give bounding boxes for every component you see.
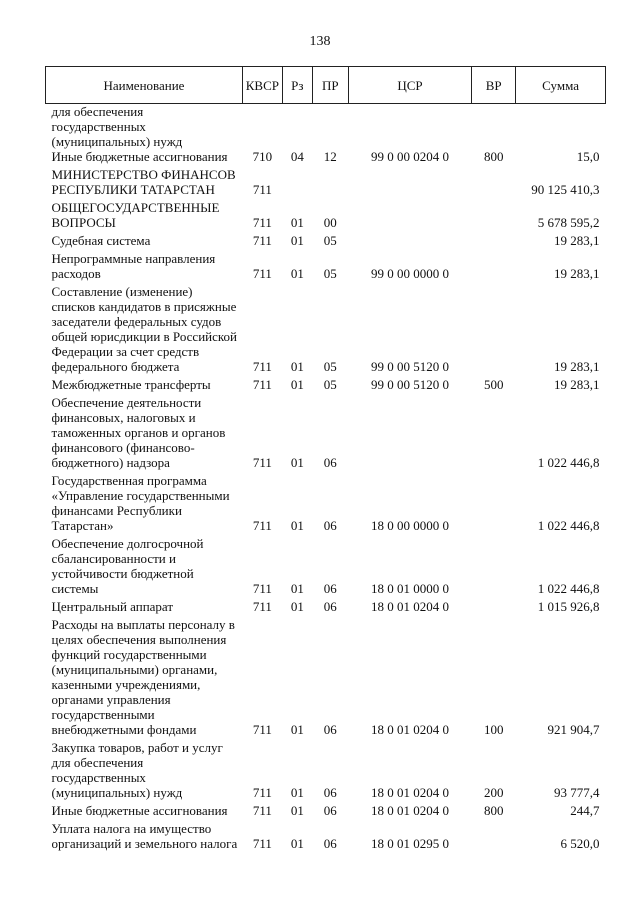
table-row xyxy=(46,281,606,374)
cell-sum: 19 283,1 xyxy=(554,233,600,248)
cell-name xyxy=(46,533,243,596)
name-line: расходов xyxy=(51,266,101,281)
cell-csr: 18 0 01 0204 0 xyxy=(370,803,449,818)
table-row xyxy=(46,104,606,150)
cell-sum: 1 022 446,8 xyxy=(537,581,600,596)
cell-kvsr: 711 xyxy=(252,803,272,818)
name-line: Иные бюджетные ассигнования xyxy=(51,149,228,164)
cell-name xyxy=(46,104,243,150)
cell-sum: 90 125 410,3 xyxy=(531,182,600,197)
cell-kvsr: 711 xyxy=(252,455,272,470)
cell-csr: 18 0 01 0204 0 xyxy=(370,722,449,737)
cell-csr xyxy=(348,197,472,230)
cell-pr: 05 xyxy=(323,377,337,392)
cell-rz: 01 xyxy=(290,215,304,230)
name-line: внебюджетными фондами xyxy=(51,722,197,737)
cell-kvsr: 711 xyxy=(252,722,272,737)
cell-sum: 5 678 595,2 xyxy=(537,215,600,230)
cell-vr xyxy=(472,818,516,851)
cell-name xyxy=(46,281,243,374)
page-number: 138 xyxy=(309,34,331,49)
cell-kvsr: 711 xyxy=(252,266,272,281)
name-line: Расходы на выплаты персоналу в xyxy=(51,617,235,632)
cell-pr: 00 xyxy=(323,215,337,230)
cell-pr xyxy=(312,104,348,150)
cell-vr xyxy=(472,470,516,533)
cell-csr xyxy=(348,164,472,197)
name-line: Иные бюджетные ассигнования xyxy=(51,803,228,818)
cell-sum: 6 520,0 xyxy=(560,836,600,851)
cell-sum: 921 904,7 xyxy=(547,722,600,737)
name-line: «Управление государственными xyxy=(51,488,230,503)
cell-csr: 99 0 00 0204 0 xyxy=(370,149,449,164)
table-header xyxy=(46,67,606,104)
cell-csr: 18 0 00 0000 0 xyxy=(370,518,449,533)
name-line: (муниципальных) нужд xyxy=(51,785,183,800)
table-row xyxy=(46,164,606,197)
cell-kvsr: 711 xyxy=(252,581,272,596)
name-line: государственных xyxy=(51,770,146,785)
cell-csr: 99 0 00 5120 0 xyxy=(370,359,449,374)
cell-rz xyxy=(282,104,312,150)
cell-kvsr: 711 xyxy=(252,359,272,374)
cell-sum: 19 283,1 xyxy=(554,359,600,374)
name-line: организаций и земельного налога xyxy=(51,836,238,851)
table-row xyxy=(46,374,606,392)
cell-rz: 01 xyxy=(290,803,304,818)
table-row xyxy=(46,248,606,281)
cell-rz: 01 xyxy=(290,518,304,533)
cell-sum: 1 022 446,8 xyxy=(537,455,600,470)
cell-rz: 01 xyxy=(290,266,304,281)
cell-csr: 18 0 01 0204 0 xyxy=(370,599,449,614)
cell-pr xyxy=(312,164,348,197)
cell-vr xyxy=(472,533,516,596)
name-line: ОБЩЕГОСУДАРСТВЕННЫЕ xyxy=(51,200,220,215)
name-line: (муниципальных) нужд xyxy=(51,134,183,149)
name-line: Межбюджетные трансферты xyxy=(51,377,211,392)
cell-csr: 18 0 01 0204 0 xyxy=(370,785,449,800)
table-row xyxy=(46,470,606,533)
name-line: системы xyxy=(51,581,99,596)
cell-pr: 05 xyxy=(323,266,337,281)
name-line: общей юрисдикции в Российской xyxy=(51,329,238,344)
cell-csr xyxy=(348,392,472,470)
cell-name xyxy=(46,230,243,248)
cell-vr xyxy=(472,392,516,470)
cell-sum: 1 022 446,8 xyxy=(537,518,600,533)
cell-name xyxy=(46,596,243,614)
header-rz: Рз xyxy=(282,67,312,104)
name-line: Уплата налога на имущество xyxy=(51,821,212,836)
name-line: для обеспечения xyxy=(51,104,144,119)
table-row xyxy=(46,818,606,851)
cell-rz: 01 xyxy=(290,581,304,596)
cell-sum xyxy=(516,104,606,150)
name-line: заседатели федеральных судов xyxy=(51,314,222,329)
cell-pr: 05 xyxy=(323,233,337,248)
cell-rz: 01 xyxy=(290,785,304,800)
name-line: Обеспечение деятельности xyxy=(51,395,202,410)
cell-rz: 01 xyxy=(290,722,304,737)
cell-vr: 200 xyxy=(483,785,504,800)
name-line: Составление (изменение) xyxy=(51,284,193,299)
header-name: Наименование xyxy=(46,67,243,104)
cell-name xyxy=(46,374,243,392)
table-row xyxy=(46,392,606,470)
cell-kvsr: 711 xyxy=(252,233,272,248)
name-line: Центральный аппарат xyxy=(51,599,174,614)
cell-vr: 800 xyxy=(483,803,504,818)
name-line: финансового (финансово- xyxy=(51,440,195,455)
cell-name xyxy=(46,470,243,533)
cell-csr: 18 0 01 0000 0 xyxy=(370,581,449,596)
name-line: устойчивости бюджетной xyxy=(51,566,194,581)
table-row xyxy=(46,614,606,737)
table-row xyxy=(46,197,606,230)
name-line: функций государственными xyxy=(51,647,207,662)
name-line: (муниципальными) органами, xyxy=(51,662,218,677)
name-line: Федерации за счет средств xyxy=(51,344,200,359)
budget-table xyxy=(45,66,606,851)
name-line: Судебная система xyxy=(51,233,151,248)
cell-sum: 1 015 926,8 xyxy=(537,599,600,614)
name-line: Закупка товаров, работ и услуг xyxy=(51,740,223,755)
table-body xyxy=(46,104,606,852)
cell-rz: 01 xyxy=(290,377,304,392)
name-line: списков кандидатов в присяжные xyxy=(51,299,237,314)
name-line: финансами Республики xyxy=(51,503,182,518)
cell-rz: 01 xyxy=(290,359,304,374)
cell-rz: 01 xyxy=(290,836,304,851)
name-line: финансовых, налоговых и xyxy=(51,410,196,425)
name-line: органами управления xyxy=(51,692,171,707)
cell-kvsr: 711 xyxy=(252,599,272,614)
cell-vr xyxy=(472,596,516,614)
table-row xyxy=(46,737,606,800)
table-row xyxy=(46,149,606,164)
cell-pr: 06 xyxy=(323,599,337,614)
cell-vr xyxy=(472,281,516,374)
cell-vr xyxy=(472,248,516,281)
cell-kvsr: 711 xyxy=(252,785,272,800)
name-line: сбалансированности и xyxy=(51,551,176,566)
cell-pr: 06 xyxy=(323,581,337,596)
cell-pr: 06 xyxy=(323,836,337,851)
cell-sum: 244,7 xyxy=(570,803,600,818)
cell-vr xyxy=(472,230,516,248)
cell-vr: 100 xyxy=(483,722,504,737)
cell-kvsr xyxy=(242,104,282,150)
cell-rz xyxy=(282,164,312,197)
cell-rz: 01 xyxy=(290,599,304,614)
cell-pr: 05 xyxy=(323,359,337,374)
name-line: федерального бюджета xyxy=(51,359,180,374)
cell-kvsr: 710 xyxy=(252,149,273,164)
table-row xyxy=(46,533,606,596)
table-row xyxy=(46,230,606,248)
name-line: Непрограммные направления xyxy=(51,251,216,266)
name-line: МИНИСТЕРСТВО ФИНАНСОВ xyxy=(51,167,236,182)
cell-name xyxy=(46,164,243,197)
cell-name xyxy=(46,248,243,281)
name-line: Татарстан» xyxy=(51,518,114,533)
cell-csr: 99 0 00 5120 0 xyxy=(370,377,449,392)
cell-vr: 800 xyxy=(483,149,504,164)
cell-name xyxy=(46,614,243,737)
cell-name xyxy=(46,197,243,230)
cell-kvsr: 711 xyxy=(252,215,272,230)
cell-kvsr: 711 xyxy=(252,182,272,197)
cell-sum: 19 283,1 xyxy=(554,266,600,281)
cell-kvsr: 711 xyxy=(252,518,272,533)
cell-vr xyxy=(472,197,516,230)
name-line: таможенных органов и органов xyxy=(51,425,226,440)
cell-name xyxy=(46,800,243,818)
cell-pr: 06 xyxy=(323,455,337,470)
cell-sum: 19 283,1 xyxy=(554,377,600,392)
table-row xyxy=(46,596,606,614)
cell-vr xyxy=(472,104,516,150)
cell-name xyxy=(46,737,243,800)
name-line: казенными учреждениями, xyxy=(51,677,201,692)
name-line: Обеспечение долгосрочной xyxy=(51,536,204,551)
cell-pr: 06 xyxy=(323,722,337,737)
cell-sum: 15,0 xyxy=(576,149,600,164)
cell-csr: 18 0 01 0295 0 xyxy=(370,836,449,851)
cell-vr: 500 xyxy=(483,377,504,392)
cell-name xyxy=(46,818,243,851)
name-line: государственными xyxy=(51,707,155,722)
cell-kvsr: 711 xyxy=(252,377,272,392)
name-line: РЕСПУБЛИКИ ТАТАРСТАН xyxy=(51,182,215,197)
cell-pr: 12 xyxy=(323,149,337,164)
name-line: целях обеспечения выполнения xyxy=(51,632,227,647)
name-line: государственных xyxy=(51,119,146,134)
cell-csr: 99 0 00 0000 0 xyxy=(370,266,449,281)
name-line: бюджетного) надзора xyxy=(51,455,170,470)
cell-pr: 06 xyxy=(323,803,337,818)
header-pr: ПР xyxy=(312,67,348,104)
header-vr: ВР xyxy=(472,67,516,104)
name-line: ВОПРОСЫ xyxy=(51,215,116,230)
cell-rz: 04 xyxy=(290,149,304,164)
header-sum: Сумма xyxy=(516,67,606,104)
cell-csr xyxy=(348,104,472,150)
cell-name xyxy=(46,392,243,470)
cell-vr xyxy=(472,164,516,197)
cell-csr xyxy=(348,230,472,248)
cell-pr: 06 xyxy=(323,785,337,800)
cell-pr: 06 xyxy=(323,518,337,533)
header-kvsr: КВСР xyxy=(242,67,282,104)
table-row xyxy=(46,800,606,818)
cell-kvsr: 711 xyxy=(252,836,272,851)
cell-sum: 93 777,4 xyxy=(554,785,600,800)
name-line: для обеспечения xyxy=(51,755,144,770)
cell-name xyxy=(46,149,243,164)
cell-rz: 01 xyxy=(290,455,304,470)
header-csr: ЦСР xyxy=(348,67,472,104)
name-line: Государственная программа xyxy=(51,473,207,488)
cell-rz: 01 xyxy=(290,233,304,248)
